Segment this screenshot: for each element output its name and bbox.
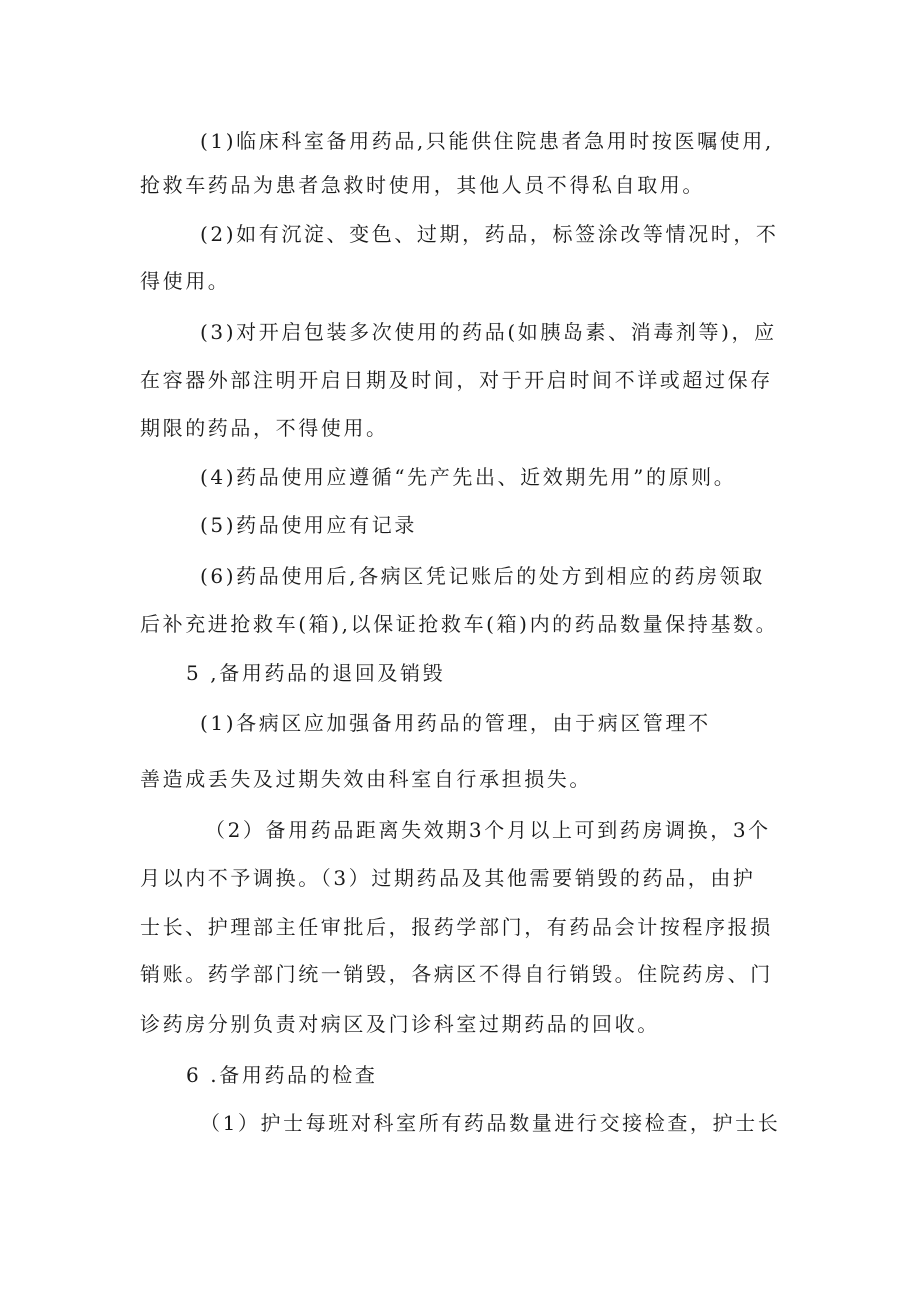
text-line: 月以内不予调换。（3）过期药品及其他需要销毁的药品，由护 <box>140 866 756 890</box>
text-line: 抢救车药品为患者急救时使用，其他人员不得私自取用。 <box>140 173 705 197</box>
text-line: (2)如有沉淀、变色、过期，药品，标签涂改等情况时，不 <box>200 222 779 246</box>
text-line: 销账。药学部门统一销毁，各病区不得自行销毁。住院药房、门 <box>140 962 773 986</box>
section-heading: 5 ,备用药品的退回及销毁 <box>186 661 446 685</box>
text-line: 期限的药品，不得使用。 <box>140 416 389 440</box>
text-line: 诊药房分别负责对病区及门诊科室过期药品的回收。 <box>140 1012 660 1036</box>
text-line: 在容器外部注明开启日期及时间，对于开启时间不详或超过保存 <box>140 368 773 392</box>
text-line: (4)药品使用应遵循“先产先出、近效期先用”的原则。 <box>200 465 737 489</box>
text-line: （2）备用药品距离失效期3个月以上可到药房调换，3个 <box>205 818 771 842</box>
text-line: (1)临床科室备用药品,只能供住院患者急用时按医嘱使用, <box>200 129 774 153</box>
text-line: （1）护士每班对科室所有药品数量进行交接检查，护士长 <box>200 1111 781 1135</box>
text-line: 士长、护理部主任审批后，报药学部门，有药品会计按程序报损 <box>140 915 773 939</box>
text-line: 后补充进抢救车(箱),以保证抢救车(箱)内的药品数量保持基数。 <box>140 612 779 636</box>
section-heading: 6 .备用药品的检查 <box>186 1063 378 1087</box>
text-line: (1)各病区应加强备用药品的管理，由于病区管理不 <box>200 711 711 735</box>
text-line: 得使用。 <box>140 269 231 293</box>
text-line: (6)药品使用后,各病区凭记账后的处方到相应的药房领取 <box>200 564 765 588</box>
text-line: 善造成丢失及过期失效由科室自行承担损失。 <box>140 767 592 791</box>
text-line: (3)对开启包装多次使用的药品(如胰岛素、消毒剂等)，应 <box>200 320 777 344</box>
text-line: (5)药品使用应有记录 <box>200 513 417 537</box>
